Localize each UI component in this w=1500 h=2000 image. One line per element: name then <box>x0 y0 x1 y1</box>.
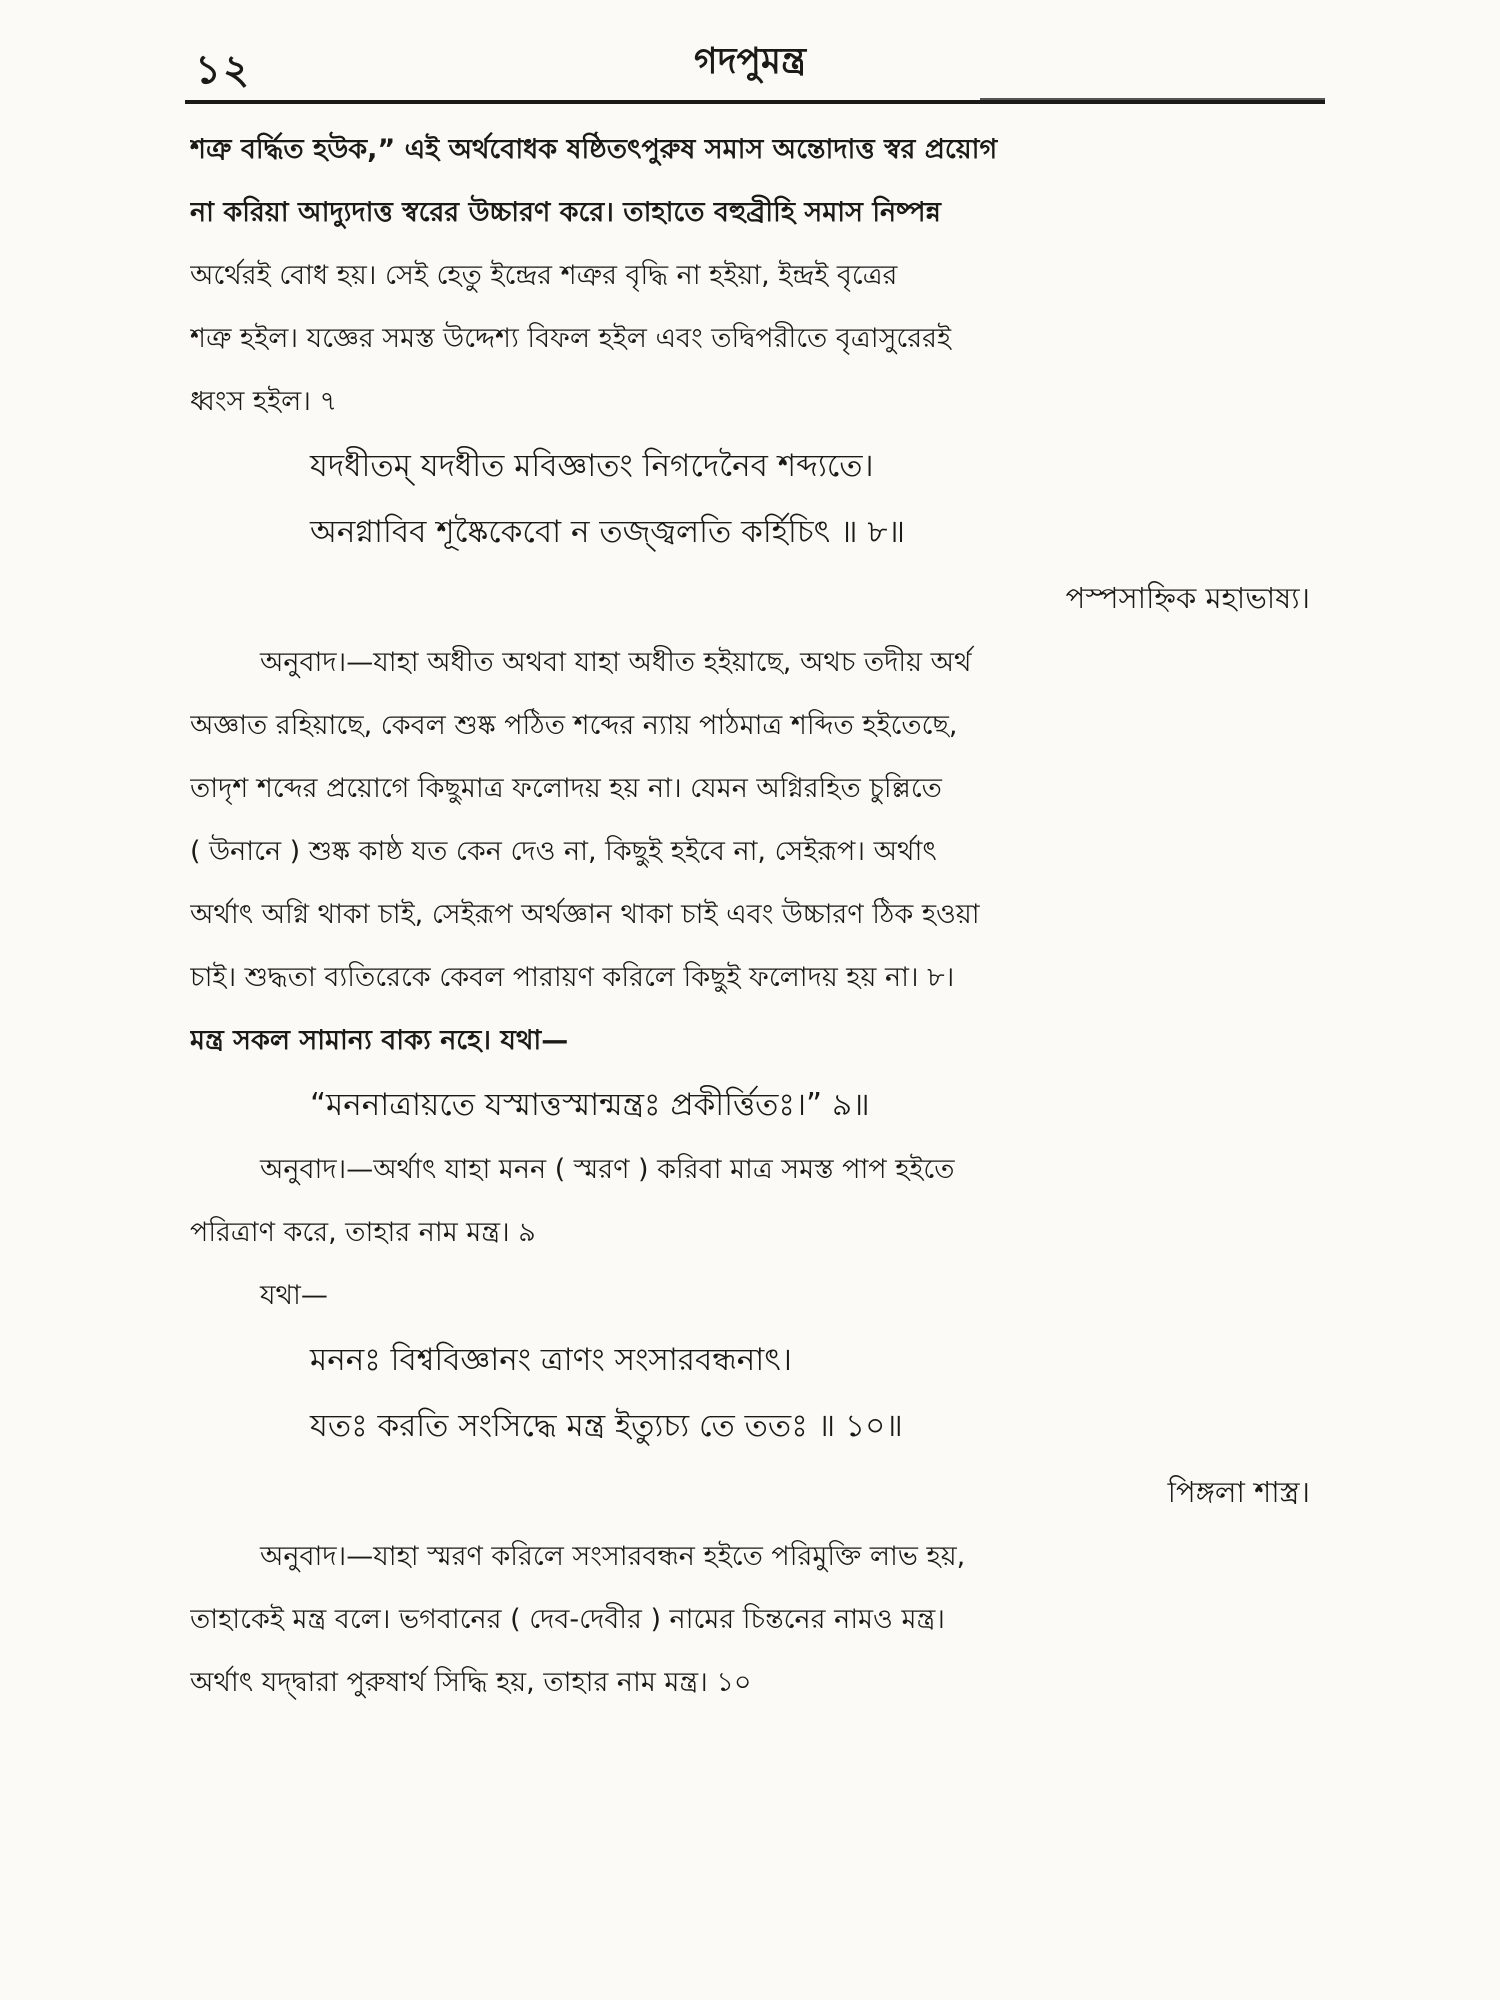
paragraph-4 <box>190 1138 1320 1264</box>
text-line: ( উনানে ) শুষ্ক কাষ্ঠ যত কেন দেও না, কিছুই হইবে না, সেইরূপ। অর্থাৎ <box>190 836 937 867</box>
yatha-label: যথা— <box>260 1280 328 1311</box>
verse-1 <box>190 433 1320 565</box>
text-line: পরিত্রাণ করে, তাহার নাম মন্ত্র। ৯ <box>190 1217 536 1248</box>
text-line: ধ্বংস হইল। ৭ <box>190 386 338 417</box>
verse-3 <box>190 1327 1320 1459</box>
header-rule-secondary <box>980 98 1325 100</box>
verse-line: যতঃ করতি সংসিদ্ধে মন্ত্র ইত্যুচ্য তে ততঃ ॥ ১০॥ <box>310 1408 903 1444</box>
header-rule <box>185 100 1325 104</box>
text-line: অর্থাৎ অগ্নি থাকা চাই, সেইরূপ অর্থজ্ঞান থাকা চাই এবং উচ্চারণ ঠিক হওয়া <box>190 899 980 930</box>
page-header <box>185 30 1315 100</box>
text-line: তাদৃশ শব্দের প্রয়োগে কিছুমাত্র ফলোদয় হয় না। যেমন অগ্নিরহিত চুল্লিতে <box>190 773 942 804</box>
paragraph-1 <box>190 118 1320 433</box>
paragraph-3: মন্ত্র সকল সামান্য বাক্য নহে। যথা— <box>190 1025 569 1056</box>
text-line: শত্রু হইল। যজ্ঞের সমস্ত উদ্দেশ্য বিফল হইল এবং তদ্বিপরীতে বৃত্রাসুরেরই <box>190 323 952 354</box>
text-line: অর্থেরই বোধ হয়। সেই হেতু ইন্দ্রের শত্রুর বৃদ্ধি না হইয়া, ইন্দ্রই বৃত্রের <box>190 260 898 291</box>
text-line: তাহাকেই মন্ত্র বলে। ভগবানের ( দেব-দেবীর ) নামের চিন্তনের নামও মন্ত্র। <box>190 1604 945 1635</box>
translation-line: অনুবাদ।—অর্থাৎ যাহা মনন ( স্মরণ ) করিবা মাত্র সমস্ত পাপ হইতে <box>260 1154 955 1185</box>
page-body <box>190 118 1320 1714</box>
verse-line: যদধীতম্ যদধীত মবিজ্ঞাতং নিগদেনৈব শব্দ্যতে। <box>310 448 874 484</box>
paragraph-5 <box>190 1525 1320 1714</box>
verse-source: পিঙ্গলা শাস্ত্র। <box>1167 1475 1310 1509</box>
text-line: অর্থাৎ যদ্দ্বারা পুরুষার্থ সিদ্ধি হয়, তাহার নাম মন্ত্র। ১০ <box>190 1667 752 1698</box>
verse-2: “মননাত্রায়তে যস্মাত্তস্মান্মন্ত্রঃ প্রকীর্ত্তিতঃ।” ৯॥ <box>310 1087 870 1123</box>
translation-line: অনুবাদ।—যাহা অধীত অথবা যাহা অধীত হইয়াছে, অথচ তদীয় অর্থ <box>260 647 972 678</box>
text-line: শত্রু বর্দ্ধিত হউক,” এই অর্থবোধক ষষ্ঠিতৎপুরুষ সমাস অন্তোদাত্ত স্বর প্রয়োগ <box>190 134 998 165</box>
running-title: গদপুমন্ত্র <box>694 41 806 82</box>
verse-source: পস্পসাহ্নিক মহাভাষ্য। <box>1065 581 1310 615</box>
text-line: চাই। শুদ্ধতা ব্যতিরেকে কেবল পারায়ণ করিলে কিছুই ফলোদয় হয় না। ৮। <box>190 962 955 993</box>
text-line: অজ্ঞাত রহিয়াছে, কেবল শুষ্ক পঠিত শব্দের ন্যায় পাঠমাত্র শব্দিত হইতেছে, <box>190 710 958 741</box>
paragraph-2 <box>190 631 1320 1009</box>
verse-line: অনগ্নাবিব শূষ্কৈকেবো ন তজ্জ্বলতি কর্হিচিৎ ॥ ৮॥ <box>310 514 906 550</box>
text-line: না করিয়া আদ্যুদাত্ত স্বরের উচ্চারণ করে। তাহাতে বহুব্রীহি সমাস নিষ্পন্ন <box>190 197 941 228</box>
translation-line: অনুবাদ।—যাহা স্মরণ করিলে সংসারবন্ধন হইতে পরিমুক্তি লাভ হয়, <box>260 1541 966 1572</box>
verse-line: মননঃ বিশ্ববিজ্ঞানং ত্রাণং সংসারবন্ধনাৎ। <box>310 1342 792 1378</box>
page-number: ১২ <box>195 47 251 93</box>
